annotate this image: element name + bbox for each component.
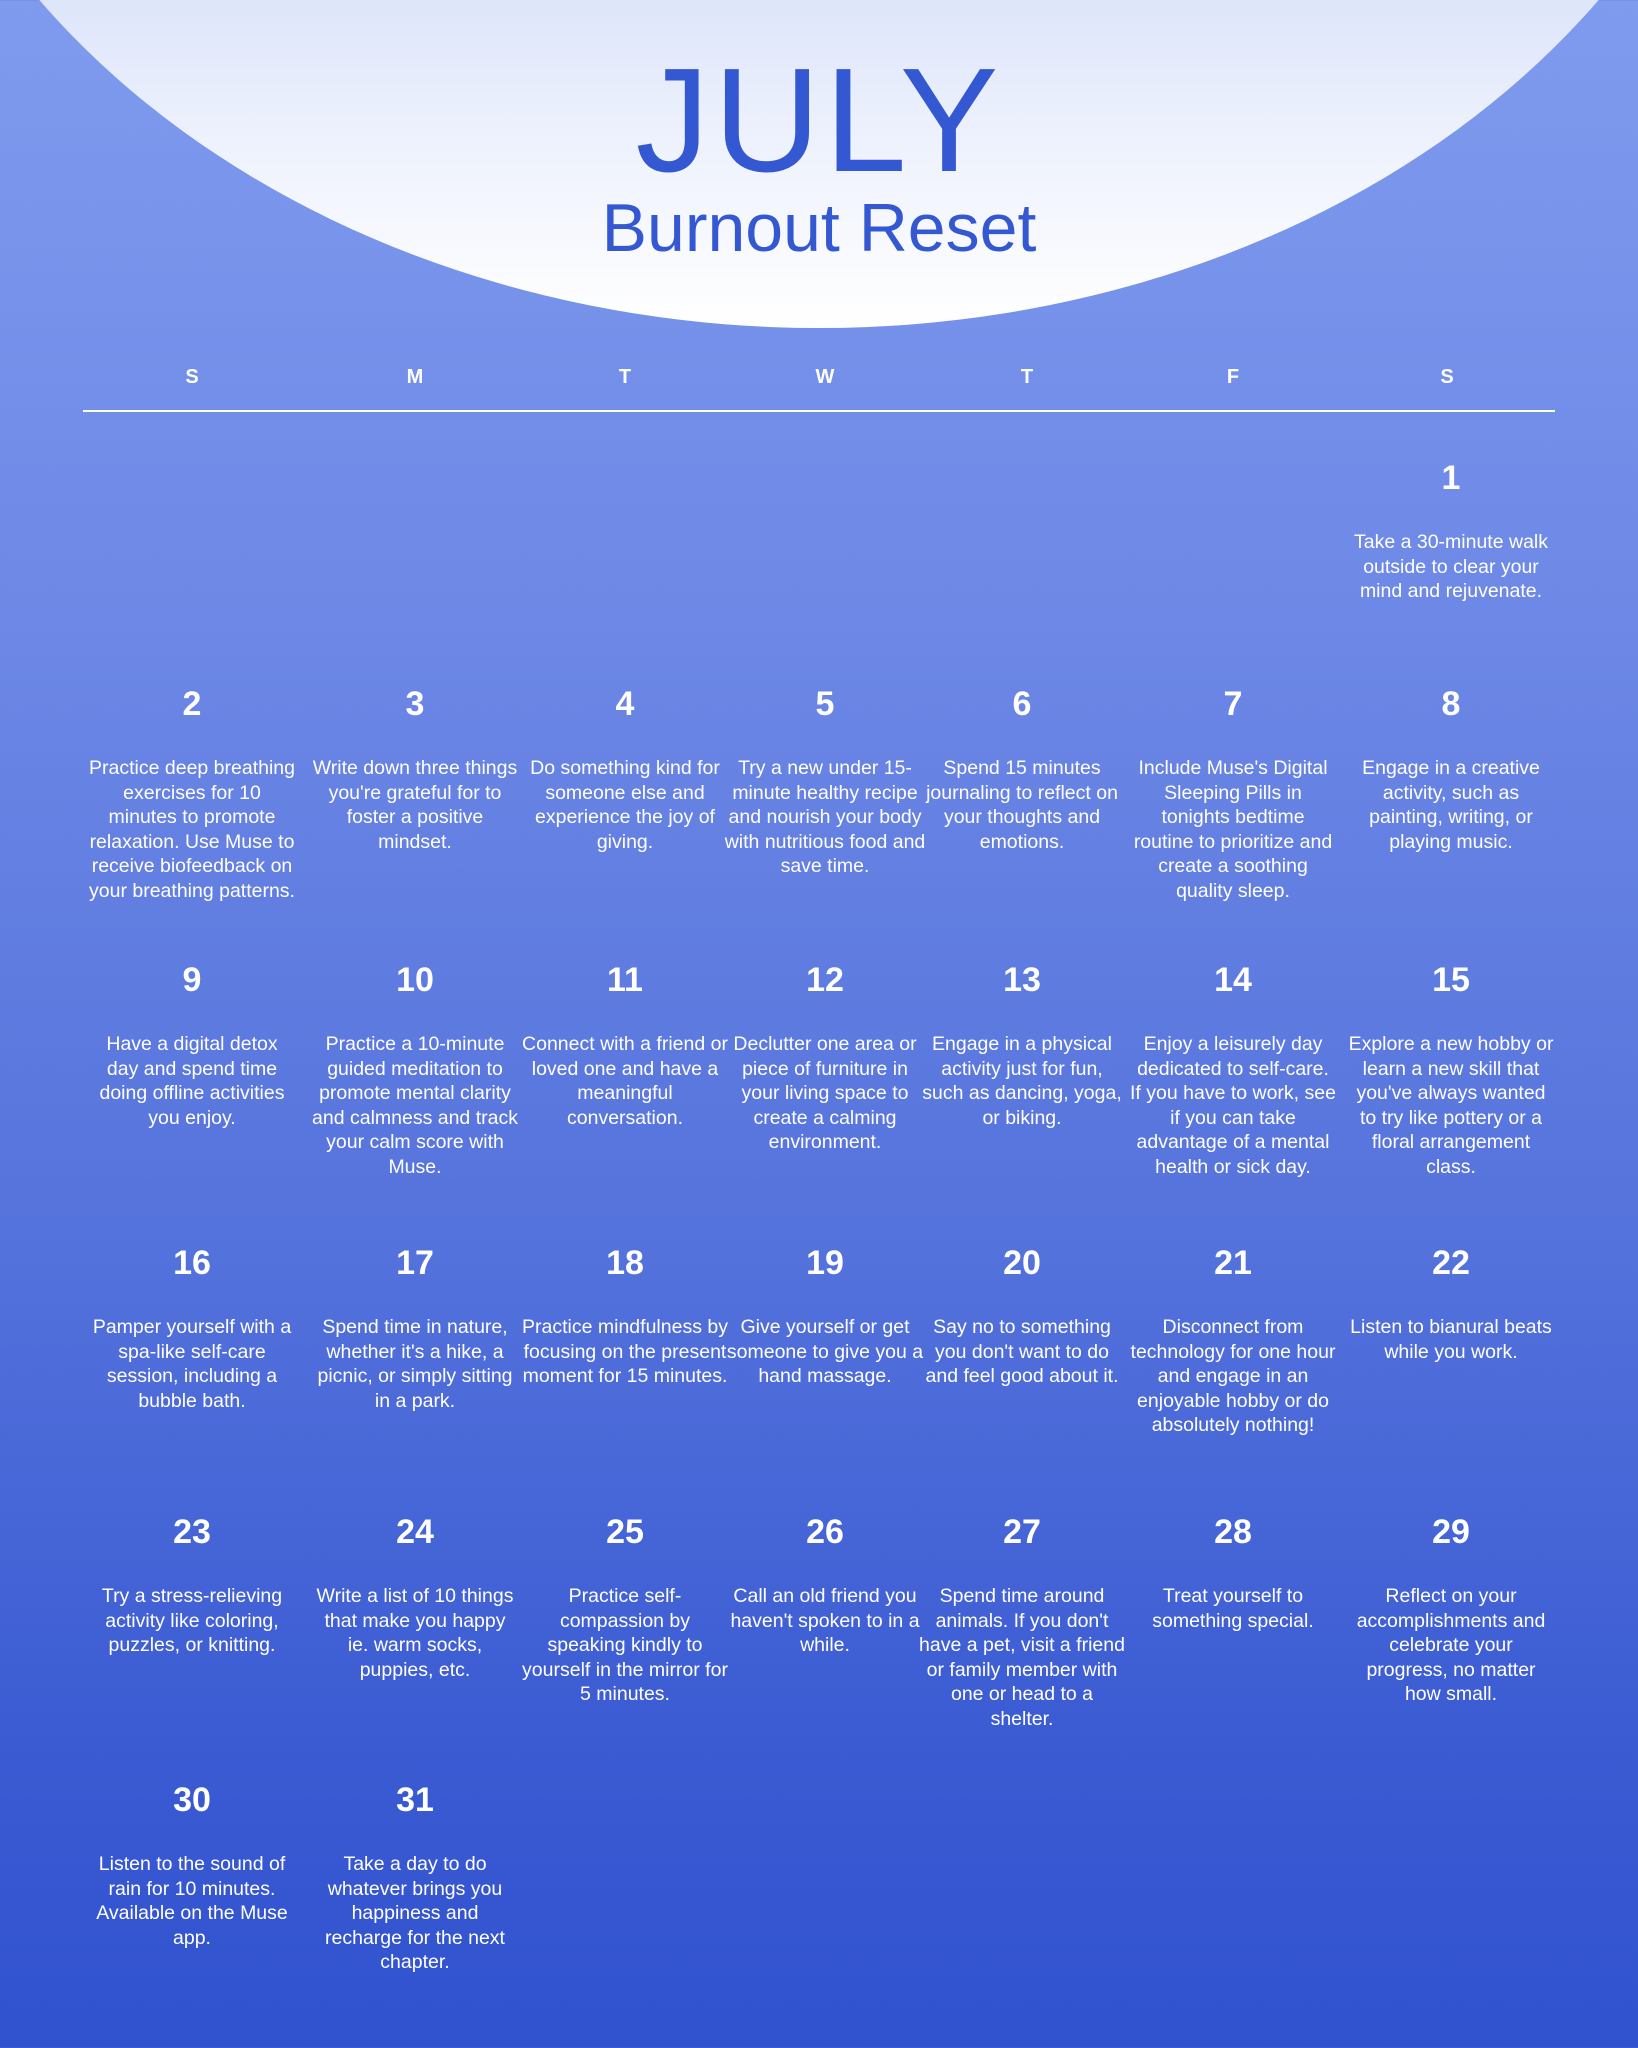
weekday-wednesday: W [815,366,835,388]
day-number: 8 [1441,685,1461,723]
day-number: 9 [182,961,202,999]
day-activity: Say no to something you don't want to do and feel good about it. [925,1316,1119,1387]
day-activity: Spend time around animals. If you don't have a pet, visit a friend or family member with one or head to a shelter. [919,1585,1125,1730]
day-cell-8 [1348,684,1554,854]
day-number: 12 [806,961,844,999]
day-number: 15 [1432,961,1470,999]
day-activity: Take a 30-minute walk outside to clear your mind and rejuvenate. [1353,531,1548,602]
day-number: 6 [1012,685,1032,723]
day-activity: Try a new under 15-minute healthy recipe and nourish your body with nutritious food and save time. [724,757,926,877]
day-number: 27 [1003,1513,1041,1551]
weekday-divider [83,410,1555,412]
day-number: 7 [1223,685,1243,723]
day-number: 14 [1214,961,1252,999]
day-cell-29 [1348,1512,1554,1707]
day-cell-1 [1348,458,1554,604]
day-activity: Try a stress-relieving activity like coloring, puzzles, or knitting. [101,1585,283,1656]
day-number: 28 [1214,1513,1252,1551]
day-number: 11 [607,961,643,999]
day-cell-9 [89,960,295,1130]
day-activity: Write down three things you're grateful for to foster a positive mindset. [312,757,518,853]
day-number: 13 [1003,961,1041,999]
day-number: 22 [1432,1244,1470,1282]
month-title: JULY [635,38,1003,203]
day-cell-30 [89,1780,295,1950]
day-activity: Engage in a physical activity just for fun, such as dancing, yoga, or biking. [922,1033,1122,1129]
day-cell-28 [1130,1512,1336,1633]
day-number: 25 [606,1513,644,1551]
day-activity: Do something kind for someone else and experience the joy of giving. [530,757,720,853]
day-cell-24 [312,1512,518,1682]
day-cell-7 [1130,684,1336,903]
day-cell-18 [522,1243,728,1389]
day-activity: Spend time in nature, whether it's a hike, a picnic, or simply sitting in a park. [317,1316,513,1412]
day-cell-14 [1130,960,1336,1179]
day-activity: Listen to bianural beats while you work. [1350,1316,1552,1363]
day-number: 2 [182,685,202,723]
day-activity: Give yourself or get someone to give you a hand massage. [726,1316,924,1387]
day-activity: Practice a 10-minute guided meditation to promote mental clarity and calmness and track your calm score with Muse. [312,1033,518,1178]
day-activity: Have a digital detox day and spend time doing offline activities you enjoy. [99,1033,285,1129]
weekday-thursday: T [1020,366,1034,388]
day-number: 30 [173,1781,211,1819]
day-number: 16 [173,1244,211,1282]
day-activity: Practice self-compassion by speaking kindly to yourself in the mirror for 5 minutes. [522,1585,728,1705]
day-activity: Call an old friend you haven't spoken to in a while. [730,1585,920,1656]
day-activity: Reflect on your accomplishments and celebrate your progress, no matter how small. [1356,1585,1546,1705]
day-activity: Practice mindfulness by focusing on the present moment for 15 minutes. [522,1316,728,1387]
day-number: 29 [1432,1513,1470,1551]
day-cell-20 [919,1243,1125,1389]
day-cell-13 [919,960,1125,1130]
calendar-subtitle: Burnout Reset [601,190,1037,266]
day-activity: Listen to the sound of rain for 10 minutes. Available on the Muse app. [96,1853,288,1949]
day-activity: Practice deep breathing exercises for 10 minutes to promote relaxation. Use Muse to receive biofeedback on your breathing patterns. [89,757,295,902]
day-cell-31 [312,1780,518,1975]
day-activity: Enjoy a leisurely day dedicated to self-care. If you have to work, see if you can take advantage of a mental health or sick day. [1130,1033,1336,1178]
day-cell-2 [89,684,295,903]
day-cell-4 [522,684,728,854]
day-cell-19 [722,1243,928,1389]
weekday-monday: M [406,366,424,388]
weekday-sunday: S [185,366,199,388]
day-activity: Declutter one area or piece of furniture in your living space to create a calming environment. [733,1033,917,1153]
weekday-header-row [0,362,1638,392]
day-number: 24 [396,1513,434,1551]
day-number: 10 [396,961,434,999]
day-number: 4 [615,685,635,723]
day-number: 26 [806,1513,844,1551]
day-activity: Spend 15 minutes journaling to reflect on your thoughts and emotions. [926,757,1118,853]
day-activity: Engage in a creative activity, such as painting, writing, or playing music. [1362,757,1540,853]
day-cell-11 [522,960,728,1130]
day-cell-6 [919,684,1125,854]
day-cell-26 [722,1512,928,1658]
day-number: 5 [815,685,835,723]
day-cell-21 [1130,1243,1336,1438]
day-number: 23 [173,1513,211,1551]
day-cell-12 [722,960,928,1155]
weekday-friday: F [1226,366,1240,388]
day-cell-3 [312,684,518,854]
day-cell-16 [89,1243,295,1413]
day-number: 17 [396,1244,434,1282]
day-number: 18 [606,1244,644,1282]
day-number: 19 [806,1244,844,1282]
day-cell-10 [312,960,518,1179]
day-number: 1 [1441,459,1461,497]
weekday-saturday: S [1440,366,1454,388]
day-activity: Connect with a friend or loved one and have a meaningful conversation. [522,1033,728,1129]
day-cell-22 [1348,1243,1554,1364]
day-activity: Treat yourself to something special. [1152,1585,1314,1632]
day-cell-5 [722,684,928,879]
day-cell-15 [1348,960,1554,1179]
day-number: 20 [1003,1244,1041,1282]
day-activity: Write a list of 10 things that make you happy ie. warm socks, puppies, etc. [316,1585,514,1681]
day-cell-27 [919,1512,1125,1731]
day-number: 3 [405,685,425,723]
day-cell-25 [522,1512,728,1707]
day-cell-23 [89,1512,295,1658]
day-number: 31 [396,1781,434,1819]
day-activity: Pamper yourself with a spa-like self-care session, including a bubble bath. [92,1316,292,1412]
day-activity: Take a day to do whatever brings you happiness and recharge for the next chapter. [325,1853,505,1973]
day-activity: Explore a new hobby or learn a new skill that you've always wanted to try like pottery or a floral arrangement class. [1348,1033,1554,1178]
day-activity: Disconnect from technology for one hour and engage in an enjoyable hobby or do absolutely nothing! [1130,1316,1336,1436]
day-number: 21 [1214,1244,1252,1282]
day-activity: Include Muse's Digital Sleeping Pills in tonights bedtime routine to prioritize and create a soothing quality sleep. [1133,757,1333,902]
weekday-tuesday: T [618,366,632,388]
day-cell-17 [312,1243,518,1413]
